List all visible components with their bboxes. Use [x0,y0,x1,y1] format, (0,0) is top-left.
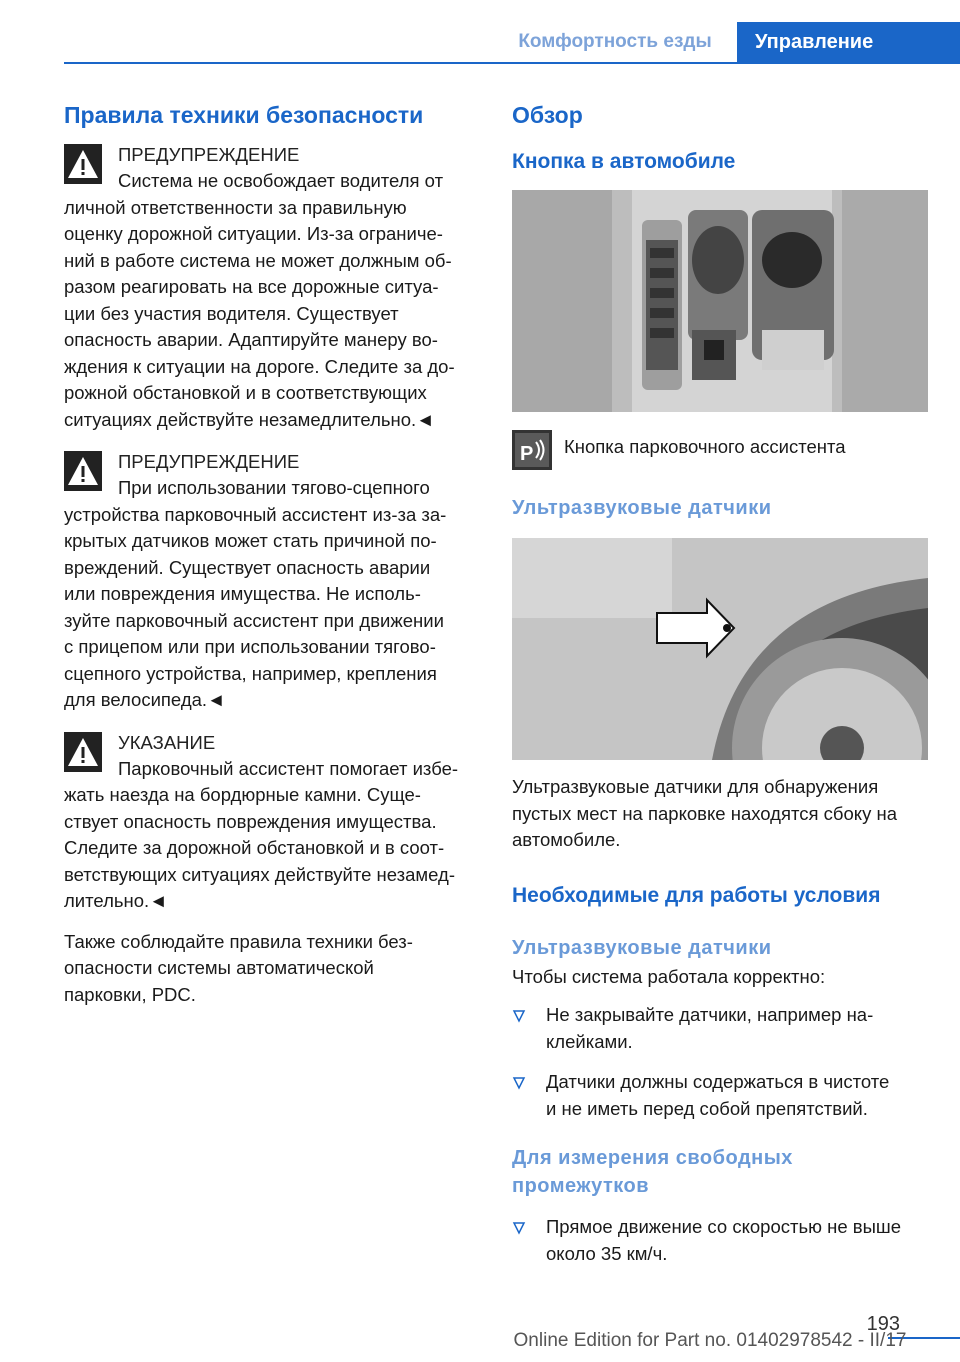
wheel-illustration [512,538,928,760]
warning-text-line: ний в работе система не может должным об- [64,249,452,271]
requirements-intro: Чтобы система работала корректно: [512,965,826,987]
right-column [512,100,930,1267]
header-chapter-tab: Управление [737,22,960,62]
sensors-heading: Ультразвуковые датчики [512,497,772,519]
notice-label: УКАЗАНИЕ [118,731,216,753]
requirements-subheading: Ультразвуковые датчики [512,936,772,959]
sensors-caption-line: автомобиле. [512,829,621,850]
warning-text-line: разом реагировать на все дорожные ситуа- [64,276,439,297]
warning-text-line: Система не освобождает водителя от [118,170,444,191]
requirement-item [512,1069,930,1122]
overview-title: Обзор [512,102,583,128]
warning-text-line: крытых датчиков может стать причиной по- [64,530,437,551]
warning-text-line: При использовании тягово-сцепного [118,477,430,498]
gap-item [512,1214,930,1267]
console-photo [512,190,928,412]
parking-assistant-icon [512,430,552,470]
closing-line: Также соблюдайте правила техники без- [64,930,413,952]
warning-text-line: устройства парковочный ассистент из-за за- [64,503,447,525]
notice-text-line: лительно.◄ [64,890,168,911]
warning-block-2 [64,449,478,714]
triangle-bullet-icon [512,1009,526,1023]
requirement-line: клейками. [546,1030,633,1052]
console-illustration [512,190,928,412]
requirement-line: Датчики должны содержаться в чистоте [546,1071,890,1092]
warning-text-line: сцепного устройства, например, крепления [64,662,437,684]
sensor-photo [512,538,928,760]
gap-line: около 35 км/ч. [546,1242,668,1264]
closing-paragraph [64,929,478,1009]
requirement-line: Не закрывайте датчики, например на- [546,1004,874,1025]
warning-text-line: оценку дорожной ситуации. Из-за ограниче- [64,223,443,244]
notice-text-line: ствует опасность повреждения имущества. [64,810,437,832]
header-rule [64,62,960,64]
left-column [64,100,478,1008]
notice-text-line: Следите за дорожной обстановкой и в соот- [64,837,445,858]
button-heading: Кнопка в автомобиле [512,150,736,173]
sensors-caption [512,774,930,854]
warning-text-line: зуйте парковочный ассистент при движении [64,609,444,631]
button-caption: Кнопка парковочного ассистента [564,436,846,457]
notice-text-line: Парковочный ассистент помогает избе- [118,757,459,779]
sensors-caption-line: Ультразвуковые датчики для обнаружения [512,776,879,797]
closing-line: опасности системы автоматической [64,957,374,978]
warning-text-line: с прицепом или при использовании тягово- [64,636,436,657]
closing-line: парковки, PDC. [64,983,196,1005]
safety-title: Правила техники безопасности [64,102,424,128]
svg-text:P: P [520,443,534,465]
requirement-line: и не иметь перед собой препятствий. [546,1097,868,1119]
warning-text-line: или повреждения имущества. Не исполь- [64,583,421,604]
warning-triangle-icon [64,732,102,772]
warning-text-line: личной ответственности за правильную [64,196,407,218]
warning-label: ПРЕДУПРЕЖДЕНИЕ [118,144,300,165]
warning-text-line: ции без участия водителя. Существует [64,302,399,324]
notice-block [64,730,478,915]
warning-text-line: ситуациях действуйте незамедлительно.◄ [64,408,435,430]
warning-text-line: рожной обстановкой и в соответствующих [64,382,427,403]
gap-heading-line: Для измерения свободных [512,1147,793,1169]
notice-text-line: жать наезда на бордюрные камни. Суще- [64,784,421,805]
gap-heading [512,1144,930,1200]
header-section-tab: Комфортность езды [518,31,712,52]
warning-triangle-icon [64,144,102,184]
warning-text-line: для велосипеда.◄ [64,689,226,710]
triangle-bullet-icon [512,1076,526,1090]
requirements-heading: Необходимые для работы условия [512,883,881,907]
gap-line: Прямое движение со скоростью не выше [546,1216,902,1237]
sensors-caption-line: пустых мест на парковке находятся сбоку на [512,802,897,824]
button-caption-row [512,430,930,472]
warning-text-line: вреждений. Существует опасность аварии [64,556,431,578]
triangle-bullet-icon [512,1221,526,1235]
requirement-item [512,1002,930,1055]
edition-note: Online Edition for Part no. 01402978542 - II/17 [513,1330,907,1351]
warning-block-1 [64,142,478,433]
notice-text-line: ветствующих ситуациях действуйте незамед- [64,863,455,885]
warning-triangle-icon [64,451,102,491]
gap-heading-line: промежутков [512,1175,650,1197]
warning-label: ПРЕДУПРЕЖДЕНИЕ [118,451,300,472]
warning-text-line: ждения к ситуации на дороге. Следите за до- [64,355,455,377]
warning-text-line: опасность аварии. Адаптируйте манеру во- [64,329,438,350]
page-number: 193 [866,1313,900,1335]
